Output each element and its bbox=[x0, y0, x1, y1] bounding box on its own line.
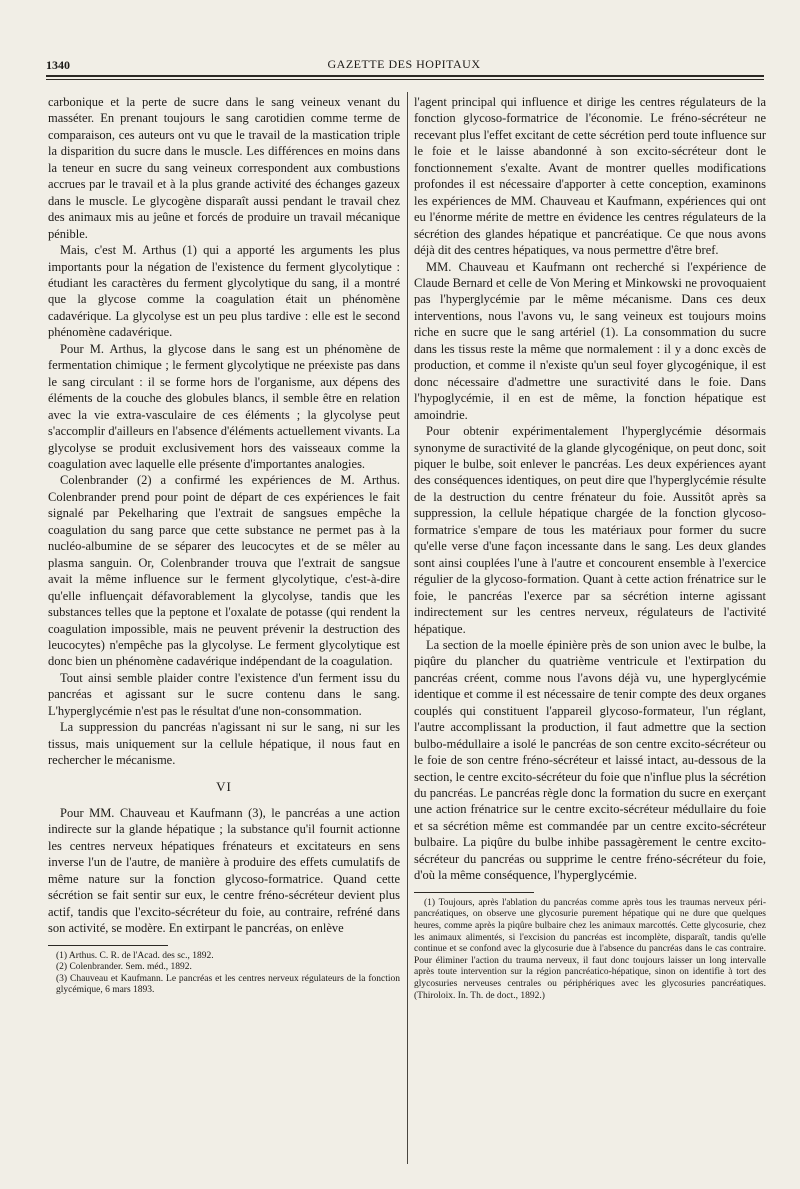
left-column bbox=[48, 94, 400, 997]
footnote: (3) Chauveau et Kaufmann. Le pancréas et les centres nerveux régulateurs de la fonction glycémique, 6 mars 1893. bbox=[56, 973, 400, 996]
page-number: 1340 bbox=[46, 58, 70, 72]
paragraph: Pour MM. Chauveau et Kaufmann (3), le pancréas a une action indirecte sur la glande hépatique ; la substance qu'il fournit actionne les centres nerveux hépatiques frénateurs et excitateurs en sens inverse l'un de l'autre, de manière à produire des effets cumulatifs de même nature sur la fonction glycoso-formatrice. Quand cette sécrétion se fait sentir sur eux, le centre fréno-sécréteur devient plus actif, tandis que l'excito-sécréteur du foie, au contraire, refréné dans son activité, se modère. En extirpant le pancréas, on enlève bbox=[48, 806, 400, 936]
column-divider bbox=[407, 92, 408, 1164]
footnote-rule bbox=[414, 892, 534, 893]
paragraph: La suppression du pancréas n'agissant ni sur le sang, ni sur les tissus, mais uniquement sur la cellule hépatique, il nous faut en rechercher le mécanisme. bbox=[48, 720, 400, 768]
paragraph: Pour obtenir expérimentalement l'hyperglycémie désormais synonyme de suractivité de la glande glycogénique, on peut donc, soit piquer le bulbe, soit enlever le pancréas. Les deux expériences ayant des conséquences identiques, on peut dire que l'hyperglycémie résulte de la destruction du centre frénateur du foie. Aussitôt après sa suppression, la cellule hépatique chargée de la fonction glycoso-formatrice s'empare de tous les matériaux pour former du sucre qu'elle verse d'une façon incessante dans le sang. Les deux glandes sont ainsi couplées l'une à l'autre et concourent ensemble à l'exercice régulier de la glycoso-formation. Quant à cette action frénatrice sur le foie, le pancréas l'exerce par sa sécrétion interne agissant indirectement sur les centres nerveux, régulateurs de l'activité hépatique. bbox=[414, 424, 766, 636]
paragraph: Tout ainsi semble plaider contre l'existence d'un ferment issu du pancréas et agissant sur le sucre contenu dans le sang. L'hyperglycémie n'est pas le résultat d'une non-consommation. bbox=[48, 670, 400, 718]
left-footnotes bbox=[48, 945, 400, 997]
paragraph: Mais, c'est M. Arthus (1) qui a apporté les arguments les plus importants pour la négation de l'existence du ferment glycolytique : étudiant les caractères du ferment glycolytique du sang, il a montré que la glycose comme la coagulation était un phénomène cadavérique. La glycolyse est un peu plus tardive : elle est le second phénomène cadavérique. bbox=[48, 243, 400, 340]
footnote: (1) Toujours, après l'ablation du pancréas comme après tous les traumas nerveux péri-pancréatiques, on observe une glycosurie purement hépatique qui ne dure que quelques heures, comme après la piqûre bulbaire chez les animaux marcottés. Cette glycosurie, chez les animaux alimentés, si l'excision du pancréas est incomplète, disparaît, tandis qu'elle continue et se confond avec la glycosurie due à l'absence du pancréas dans le cas contraire. Pour éliminer l'action du trauma nerveux, il faut donc toujours laisser un long intervalle après toute intervention sur la région pancréatico-hépatique, sinon on identifie à tort des glycosuries nerveuses centrales ou périphériques avec les glycosuries pancréatiques. (Thiroloix. In. Th. de doct., 1892.) bbox=[414, 897, 766, 1001]
journal-title: GAZETTE DES HOPITAUX bbox=[327, 57, 481, 71]
footnote: (2) Colenbrander. Sem. méd., 1892. bbox=[56, 962, 192, 973]
paragraph: MM. Chauveau et Kaufmann ont recherché si l'expérience de Claude Bernard et celle de Von Mering et Minkowski ne provoquaient pas l'hyperglycémie par le même mécanisme. Dans ces deux interventions, nous l'avons vu, le sang veineux est toujours moins riche en sucre que le sang artériel (1). La consommation du sucre dans les tissus reste la même que normalement : il y a donc excès de production, et comme il n'existe qu'un seul foyer glycogénique, il est donc nécessaire d'admettre une suractivité dans le foie. Dans l'hypoglycémie, il en est de même, la fonction hépatique est amoindrie. bbox=[414, 259, 766, 422]
paragraph: Colenbrander (2) a confirmé les expériences de M. Arthus. Colenbrander prend pour point de départ de ces expériences le fait signalé par Pekelharing que l'extrait de sangsues empêche la coagulation du sang parce que cette substance ne permet pas à la nucléo-albumine de se séparer des leucocytes et de se mêler au plasma sanguin. Or, Colenbrander trouva que l'extrait de sangsue avait la même influence sur le ferment glycolytique, c'est-à-dire qu'elle influençait défavorablement la glycolyse, tandis que les substances telles que la peptone et l'oxalate de potasse (qui rendent la coagulation impossible, mais ne peuvent prévenir la destruction des leucocytes) n'empêche pas la glycolyse. Le ferment glycolytique est donc bien un phénomène cadavérique indépendant de la coagulation. bbox=[48, 473, 400, 669]
paragraph: carbonique et la perte de sucre dans le sang veineux venant du masséter. En prenant toujours le sang carotidien comme terme de comparaison, ces auteurs ont vu que le travail de la mastication triple la disparition du sucre dans le muscle. Les différences en moins dans la teneur en sucre du sang veineux correspondent aux combustions accrues par le travail et à la plus grande activité des échanges gazeux dans le muscle. Le glycogène disparaît aussi pendant le travail chez des animaux mis au jeûne et forcés de produire un travail mécanique pénible. bbox=[48, 95, 400, 241]
header-rule-thick bbox=[46, 75, 764, 77]
section-heading: VI bbox=[216, 778, 232, 794]
footnote: (1) Arthus. C. R. de l'Acad. des sc., 1892. bbox=[56, 950, 214, 961]
paragraph: Pour M. Arthus, la glycose dans le sang est un phénomène de fermentation chimique ; le ferment glycolytique ne préexiste pas dans le sang circulant : il se forme hors de l'organisme, aux dépens des éléments de la couche des globules blancs, il semble être en relation avec la vie extra-vasculaire de ces éléments ; la glycolyse peut s'accomplir d'ailleurs en l'absence d'éléments actuellement vivants. La glycolyse se produit exclusivement hors des vaisseaux comme la coagulation avec laquelle elle présente d'importantes analogies. bbox=[48, 341, 400, 471]
page-header bbox=[46, 56, 762, 76]
paragraph: l'agent principal qui influence et dirige les centres régulateurs de la fonction glycoso-formatrice de l'économie. Le fréno-sécréteur ne recevant plus l'effet excitant de cette sécrétion perd toute influence sur le foie et le laisse abandonné à son excito-sécréteur dont le fonctionnement s'exalte. Avant de montrer quelles modifications profondes il est nécessaire d'apporter à cette conception, examinons les expériences de MM. Chauveau et Kaufmann, expériences qui ont eu l'énorme mérite de mettre en évidence les centres régulateurs de la sécrétion des glandes hépatique et pancréatique. Ce que nous avons déjà dit des centres hépatiques, va nous permettre d'être bref. bbox=[414, 95, 766, 258]
footnote-rule bbox=[48, 945, 168, 946]
right-footnotes bbox=[414, 892, 766, 1002]
paragraph: La section de la moelle épinière près de son union avec le bulbe, la piqûre du plancher du quatrième ventricule et l'extirpation du pancréas créent, comme nous l'avons déjà vu, une hyperglycémie identique et comme il est nécessaire de tenir compte des deux organes couplés qui constituent l'appareil glycoso-formateur, l'un réglant, l'autre accomplissant la production, il faut admettre que la section bulbo-médullaire a isolé le pancréas de son centre excito-sécréteur ou le foie de son centre fréno-sécréteur et laissé intact, au-dessous de la section, le centre excito-sécréteur du foie que n'influe plus la sécrétion du pancréas. Le pancréas règle donc la formation du sucre en exerçant une action frénatrice sur le centre excito-sécréteur médullaire du foie et sa sécrétion même est commandée par un centre excito-sécréteur bulbaire. La piqûre du bulbe inhibe passagèrement le centre excito-sécréteur du pancréas ou supprime le centre fréno-sécréteur du foie, d'où la même conséquence, l'hyperglycémie. bbox=[414, 637, 766, 883]
right-column bbox=[414, 94, 766, 1002]
header-rule-thin bbox=[46, 79, 764, 80]
